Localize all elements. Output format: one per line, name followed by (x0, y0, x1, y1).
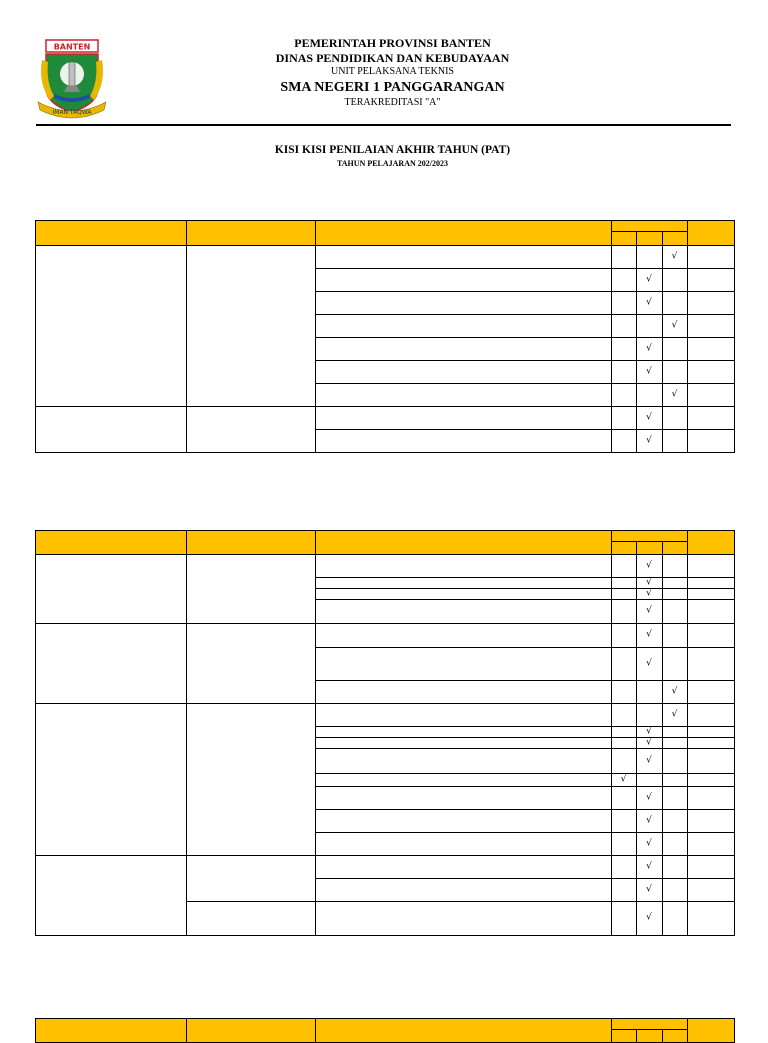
subgroup-cell (186, 406, 316, 453)
level-cell (662, 599, 688, 624)
logo-text-bottom: IMAN TAQWA (52, 109, 92, 116)
document-title: KISI KISI PENILAIAN AKHIR TAHUN (PAT) (274, 144, 511, 156)
check-mark: √ (646, 366, 652, 376)
group-cell (35, 703, 187, 856)
check-mark: √ (646, 588, 652, 598)
level-cell (611, 748, 637, 774)
level-cell (611, 623, 637, 648)
check-mark: √ (646, 658, 652, 668)
level-cell (662, 268, 688, 292)
header-cell-col2 (186, 530, 316, 555)
level-cell (662, 773, 688, 787)
group-cell (35, 554, 187, 624)
header-cell-last (687, 1018, 735, 1043)
indicator-cell (315, 429, 612, 453)
note-cell (687, 245, 735, 269)
level-cell (611, 268, 637, 292)
level-cell (662, 786, 688, 810)
check-mark: √ (646, 838, 652, 848)
level-cell (662, 291, 688, 315)
note-cell (687, 599, 735, 624)
level-cell (662, 901, 688, 936)
indicator-cell (315, 809, 612, 833)
indicator-cell (315, 703, 612, 727)
check-mark: √ (671, 389, 678, 399)
header-cell-level-3 (662, 231, 688, 246)
header-cell-col1 (35, 1018, 187, 1043)
note-cell (687, 878, 735, 902)
note-cell (687, 786, 735, 810)
level-cell (662, 554, 688, 578)
level-cell (611, 291, 637, 315)
header-cell-level-1 (611, 1029, 637, 1043)
indicator-cell (315, 360, 612, 384)
header-cell-level-2 (636, 541, 663, 555)
indicator-cell (315, 832, 612, 856)
header-cell-level-2 (636, 1029, 663, 1043)
level-cell (662, 429, 688, 453)
group-cell (35, 245, 187, 407)
indicator-cell (315, 291, 612, 315)
subgroup-cell (186, 703, 316, 856)
note-cell (687, 314, 735, 338)
level-cell (611, 314, 637, 338)
note-cell (687, 429, 735, 453)
note-cell (687, 406, 735, 430)
check-mark: √ (646, 912, 652, 923)
check-mark: √ (646, 861, 652, 871)
header-cell-col3 (315, 220, 612, 246)
level-cell (662, 337, 688, 361)
indicator-cell (315, 855, 612, 879)
note-cell (687, 383, 735, 407)
level-cell (636, 314, 663, 338)
check-mark: √ (646, 726, 652, 736)
level-cell (662, 809, 688, 833)
level-cell (636, 383, 663, 407)
level-cell (611, 360, 637, 384)
header-unit: UNIT PELAKSANA TEKNIS (331, 66, 454, 77)
level-cell (611, 406, 637, 430)
check-mark: √ (646, 737, 652, 747)
header-cell-col2 (186, 220, 316, 246)
group-cell (35, 406, 187, 453)
indicator-cell (315, 878, 612, 902)
level-cell (636, 703, 663, 727)
subgroup-cell (186, 855, 316, 902)
header-cell-level-1 (611, 231, 637, 246)
document-subtitle: TAHUN PELAJARAN 202/2023 (337, 159, 448, 168)
indicator-cell (315, 245, 612, 269)
level-cell (611, 383, 637, 407)
header-school-name: SMA NEGERI 1 PANGGARANGAN (280, 80, 505, 95)
header-cell-level-3 (662, 1029, 688, 1043)
level-cell (611, 878, 637, 902)
indicator-cell (315, 647, 612, 681)
level-cell (611, 429, 637, 453)
check-mark: √ (646, 560, 652, 570)
check-mark: √ (671, 251, 678, 261)
level-cell (636, 773, 663, 787)
level-cell (662, 748, 688, 774)
header-divider (36, 124, 731, 126)
indicator-cell (315, 554, 612, 578)
level-cell (662, 878, 688, 902)
check-mark: √ (646, 755, 652, 765)
level-cell (662, 406, 688, 430)
subgroup-cell (186, 623, 316, 704)
header-cell-last (687, 530, 735, 555)
indicator-cell (315, 268, 612, 292)
header-cell-col1 (35, 220, 187, 246)
level-cell (611, 832, 637, 856)
level-cell (636, 680, 663, 704)
level-cell (611, 337, 637, 361)
check-mark: √ (646, 297, 652, 307)
check-mark: √ (646, 343, 652, 353)
level-cell (611, 809, 637, 833)
header-government: PEMERINTAH PROVINSI BANTEN (294, 36, 491, 50)
indicator-cell (315, 623, 612, 648)
header-cell-col3 (315, 1018, 612, 1043)
indicator-cell (315, 680, 612, 704)
header-department: DINAS PENDIDIKAN DAN KEBUDAYAAN (275, 51, 510, 65)
note-cell (687, 901, 735, 936)
level-cell (611, 855, 637, 879)
indicator-cell (315, 337, 612, 361)
check-mark: √ (671, 686, 678, 696)
note-cell (687, 268, 735, 292)
indicator-cell (315, 314, 612, 338)
level-cell (611, 599, 637, 624)
note-cell (687, 623, 735, 648)
header-cell-level-1 (611, 541, 637, 555)
banten-emblem-logo (36, 38, 108, 120)
note-cell (687, 773, 735, 787)
check-mark: √ (646, 412, 652, 422)
header-cell-level-3 (662, 541, 688, 555)
level-cell (636, 245, 663, 269)
indicator-cell (315, 901, 612, 936)
subgroup-cell (186, 901, 316, 936)
subgroup-cell (186, 554, 316, 624)
level-cell (611, 647, 637, 681)
level-cell (611, 554, 637, 578)
logo-text-top: BANTEN (53, 42, 91, 52)
note-cell (687, 748, 735, 774)
level-cell (611, 703, 637, 727)
header-cell-col1 (35, 530, 187, 555)
level-cell (662, 855, 688, 879)
grid-table-2 (35, 530, 734, 936)
check-mark: √ (646, 605, 652, 616)
note-cell (687, 554, 735, 578)
indicator-cell (315, 748, 612, 774)
check-mark: √ (671, 709, 678, 719)
check-mark: √ (646, 435, 652, 445)
header-cell-level-2 (636, 231, 663, 246)
note-cell (687, 291, 735, 315)
check-mark: √ (646, 815, 652, 825)
level-cell (662, 647, 688, 681)
note-cell (687, 855, 735, 879)
grid-table-3-partial (35, 1018, 734, 1030)
header-cell-col2 (186, 1018, 316, 1043)
header-cell-col3 (315, 530, 612, 555)
subgroup-cell (186, 245, 316, 407)
group-cell (35, 623, 187, 704)
level-cell (611, 786, 637, 810)
level-cell (611, 245, 637, 269)
check-mark: √ (646, 792, 652, 802)
note-cell (687, 360, 735, 384)
level-cell (611, 901, 637, 936)
level-cell (611, 680, 637, 704)
indicator-cell (315, 773, 612, 787)
indicator-cell (315, 599, 612, 624)
level-cell (662, 832, 688, 856)
level-cell (662, 360, 688, 384)
header-accreditation: TERAKREDITASI "A" (344, 97, 441, 108)
indicator-cell (315, 383, 612, 407)
check-mark: √ (671, 320, 678, 330)
indicator-cell (315, 786, 612, 810)
check-mark: √ (646, 274, 652, 284)
check-mark: √ (646, 884, 652, 894)
grid-table-1 (35, 220, 734, 453)
header-cell-last (687, 220, 735, 246)
indicator-cell (315, 406, 612, 430)
note-cell (687, 680, 735, 704)
check-mark: √ (646, 577, 652, 587)
check-mark: √ (646, 629, 652, 640)
note-cell (687, 337, 735, 361)
level-cell (662, 623, 688, 648)
group-cell (35, 855, 187, 936)
note-cell (687, 809, 735, 833)
note-cell (687, 703, 735, 727)
note-cell (687, 647, 735, 681)
check-mark: √ (620, 774, 627, 784)
note-cell (687, 832, 735, 856)
